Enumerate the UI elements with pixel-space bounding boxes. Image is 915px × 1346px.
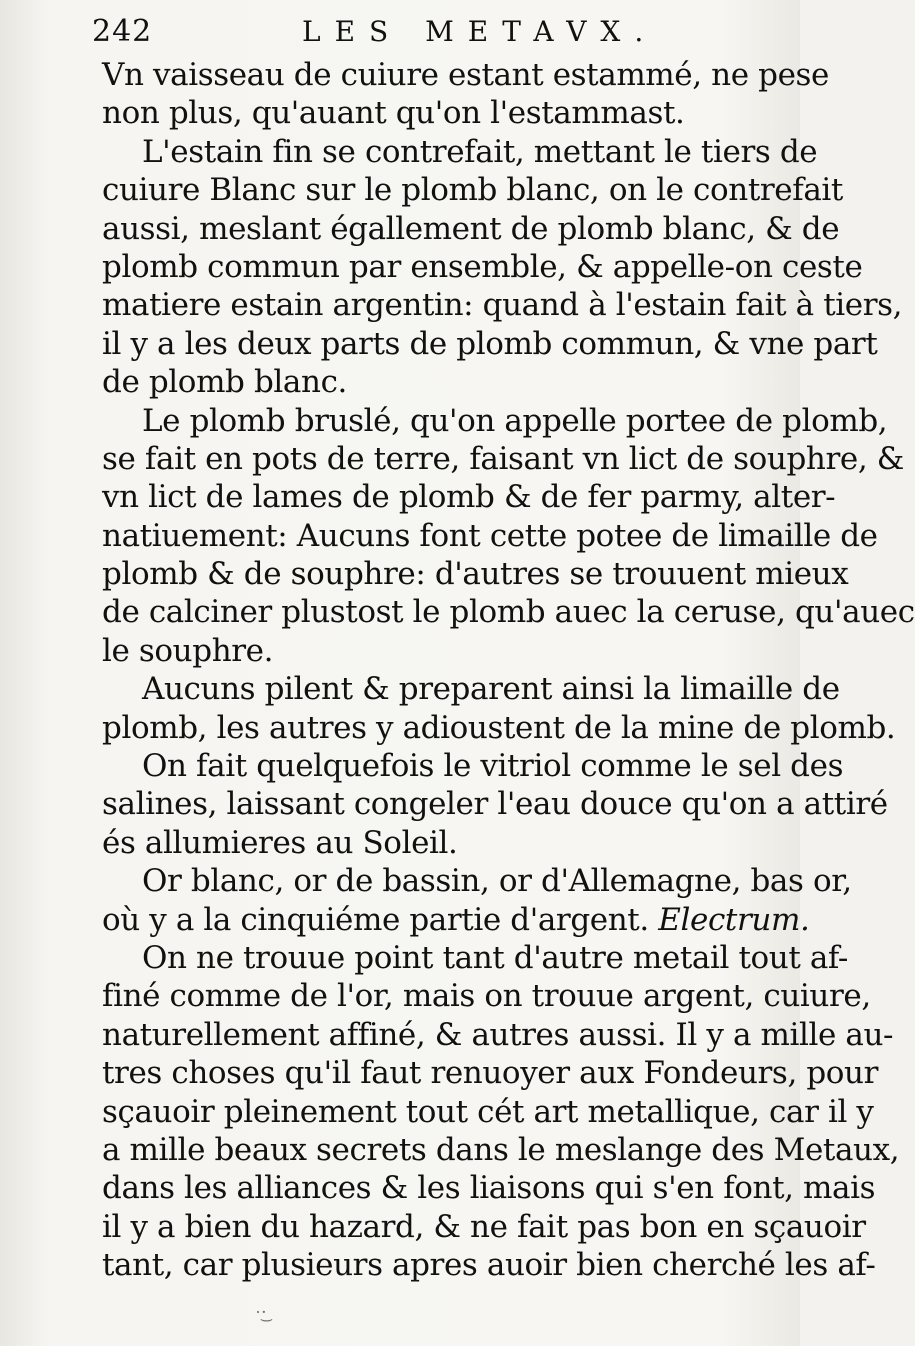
text-line: Or blanc, or de bassin, or d'Allemagne, bas or, [142,863,852,900]
ink-smudge: ·͜· [255,1302,267,1323]
text-line: Vn vaisseau de cuiure estant estammé, ne pese [102,57,829,93]
text-line: natiuement: Aucuns font cette potee de limaille de [102,517,878,554]
text-line: és allumieres au Soleil. [102,824,458,861]
text-line: a mille beaux secrets dans le meslange des Metaux, [102,1131,900,1168]
text-line: naturellement affiné, & autres aussi. Il y a mille au- [102,1016,894,1053]
page-header [92,14,788,50]
text-line [102,901,810,939]
text-line: il y a bien du hazard, & ne fait pas bon en sçauoir [102,1208,866,1245]
text-line: finé comme de l'or, mais on trouue argent, cuiure, [102,978,871,1015]
text-line: dans les alliances & les liaisons qui s'en font, mais [102,1170,876,1207]
text-line: L'estain fin se contrefait, mettant le tiers de [142,133,818,170]
text-line: On ne trouue point tant d'autre metail tout af- [142,939,848,976]
text-line: le souphre. [102,632,274,669]
body-text [102,56,915,1285]
page-number: 242 [92,14,153,49]
text-line: tres choses qu'il faut renuoyer aux Fondeurs, pour [102,1055,879,1092]
text-line-content: où y a la cinquiéme partie d'argent. [102,901,649,938]
text-line: vn lict de lames de plomb & de fer parmy, alter- [102,479,836,516]
text-line: de plomb blanc. [102,364,347,401]
text-line: tant, car plusieurs apres auoir bien cherché les af- [102,1247,876,1284]
marginal-note: Electrum. [658,901,810,938]
text-line: plomb & de souphre: d'autres se trouuent mieux [102,556,849,593]
text-line: On fait quelquefois le vitriol comme le sel des [142,748,844,785]
text-line: Le plomb bruslé, qu'on appelle portee de plomb, [142,402,888,439]
text-line: matiere estain argentin: quand à l'estain fait à tiers, [102,287,903,324]
text-line: plomb, les autres y adioustent de la mine de plomb. [102,709,896,746]
text-line: se fait en pots de terre, faisant vn lict de souphre, & [102,440,904,477]
text-line: salines, laissant congeler l'eau douce qu'on a attiré [102,786,888,823]
text-line: non plus, qu'auant qu'on l'estammast. [102,95,685,132]
running-head: LES METAVX. [302,15,658,48]
text-line: aussi, meslant égallement de plomb blanc, & de [102,210,840,247]
text-line: Aucuns pilent & preparent ainsi la limaille de [142,671,840,708]
text-line: plomb commun par ensemble, & appelle-on ceste [102,248,863,285]
text-line: il y a les deux parts de plomb commun, & vne part [102,325,878,362]
text-line: de calciner plustost le plomb auec la ceruse, qu'auec [102,594,915,631]
text-line: sçauoir pleinement tout cét art metallique, car il y [102,1093,874,1130]
text-line: cuiure Blanc sur le plomb blanc, on le contrefait [102,172,843,209]
